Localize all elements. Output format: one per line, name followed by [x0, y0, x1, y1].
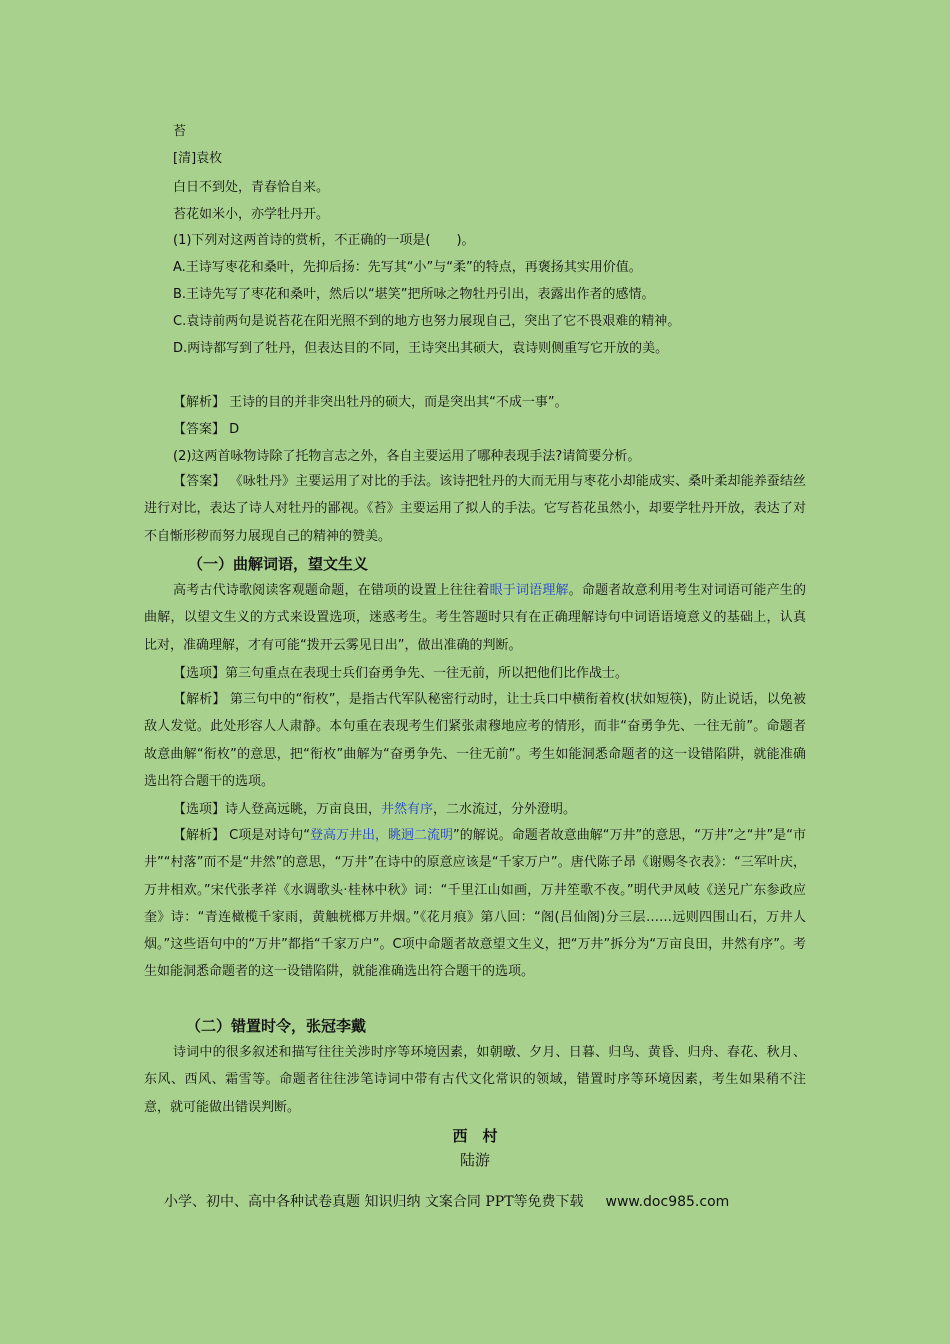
section-1-intro	[144, 577, 806, 659]
section-1-intro-text: 高考古代诗歌阅读客观题命题，在错项的设置上往往着	[173, 583, 490, 598]
section-1-analysis-2	[144, 822, 806, 986]
poem-author: [清]袁枚	[173, 151, 223, 166]
section-1-analysis-1: 【解析】 第三句中的“衔枚”，是指古代军队秘密行动时，让士兵口中横衔着枚(状如短筷)，防止说话，以免被敌人发觉。此处形容人人肃静。本句重在表现考生们紧张肃穆地应考的情形，而非“奋勇争先、一往无前”。命题者故意曲解“衔枚”的意思，把“衔枚”曲解为“奋勇争先、一往无前”。考生如能洞悉命题者的这一设错陷阱，就能准确选出符合题干的选项。	[144, 692, 806, 789]
section-2-intro: 诗词中的很多叙述和描写往往关涉时序等环境因素，如朝暾、夕月、日暮、归鸟、黄昏、归舟、春花、秋月、东风、西风、霜雪等。命题者往往涉笔诗词中带有古代文化常识的领域，错置时序等环境因素，考生如果稍不注意，就可能做出错误判断。	[144, 1045, 806, 1115]
section-2-heading: （二）错置时令，张冠李戴	[186, 1017, 367, 1035]
section-1-option-1: 【选项】第三句重点在表现士兵们奋勇争先、一往无前，所以把他们比作战士。	[173, 666, 629, 681]
section-1-intro-highlight: 眼于词语理解	[489, 583, 569, 598]
next-poem-title: 西 村	[452, 1127, 498, 1145]
poem-line-2: 苔花如米小，亦学牡丹开。	[173, 207, 330, 222]
footer-url[interactable]: www.doc985.com	[605, 1194, 730, 1210]
next-poem-author: 陆游	[459, 1151, 490, 1169]
option-2-text: 【选项】诗人登高远眺，万亩良田，	[173, 802, 382, 817]
option-a: A.王诗写枣花和桑叶，先抑后扬：先写其“小”与“柔”的特点，再褒扬其实用价值。	[173, 260, 642, 275]
q1-answer: 【答案】 D	[173, 422, 240, 437]
poem-line-1: 白日不到处，青春恰自来。	[173, 180, 330, 195]
analysis-2-text-2: ”的解说。命题者故意曲解“万井”的意思，“万井”之“井”是“市井”“村落”而不是“井然”的意思，“万井”在诗中的原意应该是“千家万户”。唐代陈子昂《谢赐冬衣表》：“三军叶庆，万井相欢。”宋代张孝祥《水调歌头·桂林中秋》词：“千里江山如画，万井笙歌不夜。”明代尹凤岐《送兄广东参政应奎》诗：“青连橄榄千家雨，黄触桄榔万井烟。”《花月痕》第八回：“阁(吕仙阁)分三层……远则四围山石，万井人烟。”这些语句中的“万井”都指“千家万户”。C项中命题者故意望文生义，把“万井”拆分为“万亩良田，井然有序”。考生如能洞悉命题者的这一设错陷阱，就能准确选出符合题干的选项。	[144, 828, 806, 980]
analysis-2-text: 【解析】 C项是对诗句“	[173, 828, 310, 843]
q2-answer: 【答案】 《咏牡丹》主要运用了对比的手法。该诗把牡丹的大而无用与枣花小却能成实、桑叶柔却能养蚕结丝进行对比，表达了诗人对牡丹的鄙视。《苔》主要运用了拟人的手法。它写苔花虽然小，却要学牡丹开放，表达了对不自惭形秽而努力展现自己的精神的赞美。	[144, 474, 806, 544]
option-b: B.王诗先写了枣花和桑叶，然后以“堪笑”把所咏之物牡丹引出，表露出作者的感情。	[173, 287, 655, 302]
footer-text: 小学、初中、高中各种试卷真题 知识归纳 文案合同 PPT等免费下载	[164, 1194, 584, 1210]
question-2: (2)这两首咏物诗除了托物言志之外，各自主要运用了哪种表现手法?请简要分析。	[173, 449, 641, 464]
footer	[164, 1191, 729, 1211]
option-d: D.两诗都写到了牡丹，但表达目的不同，王诗突出其硕大，袁诗则侧重写它开放的美。	[173, 341, 669, 356]
section-1-intro-text-2: 。命题者故意利用考生对词语可能产生的曲解，以望文生义的方式来设置选项，迷惑考生。考生答题时只有在正确理解诗句中词语语境意义的基础上，认真比对，准确理解，才有可能“拨开云雾见日出”，做出准确的判断。	[144, 583, 806, 653]
section-1-heading: （一）曲解词语，望文生义	[188, 555, 369, 573]
section-1-option-2	[173, 798, 576, 817]
poem-title: 苔	[173, 124, 187, 139]
q1-analysis: 【解析】 王诗的目的并非突出牡丹的硕大，而是突出其“不成一事”。	[173, 395, 568, 410]
option-2-text-2: ，二水流过，分外澄明。	[433, 802, 577, 817]
question-1: (1)下列对这两首诗的赏析，不正确的一项是( )。	[173, 233, 475, 248]
option-c: C.袁诗前两句是说苔花在阳光照不到的地方也努力展现自己，突出了它不畏艰难的精神。	[173, 314, 681, 329]
analysis-2-highlight: 登高万井出，眺迥二流明	[309, 828, 454, 843]
option-2-highlight: 井然有序	[381, 802, 434, 817]
